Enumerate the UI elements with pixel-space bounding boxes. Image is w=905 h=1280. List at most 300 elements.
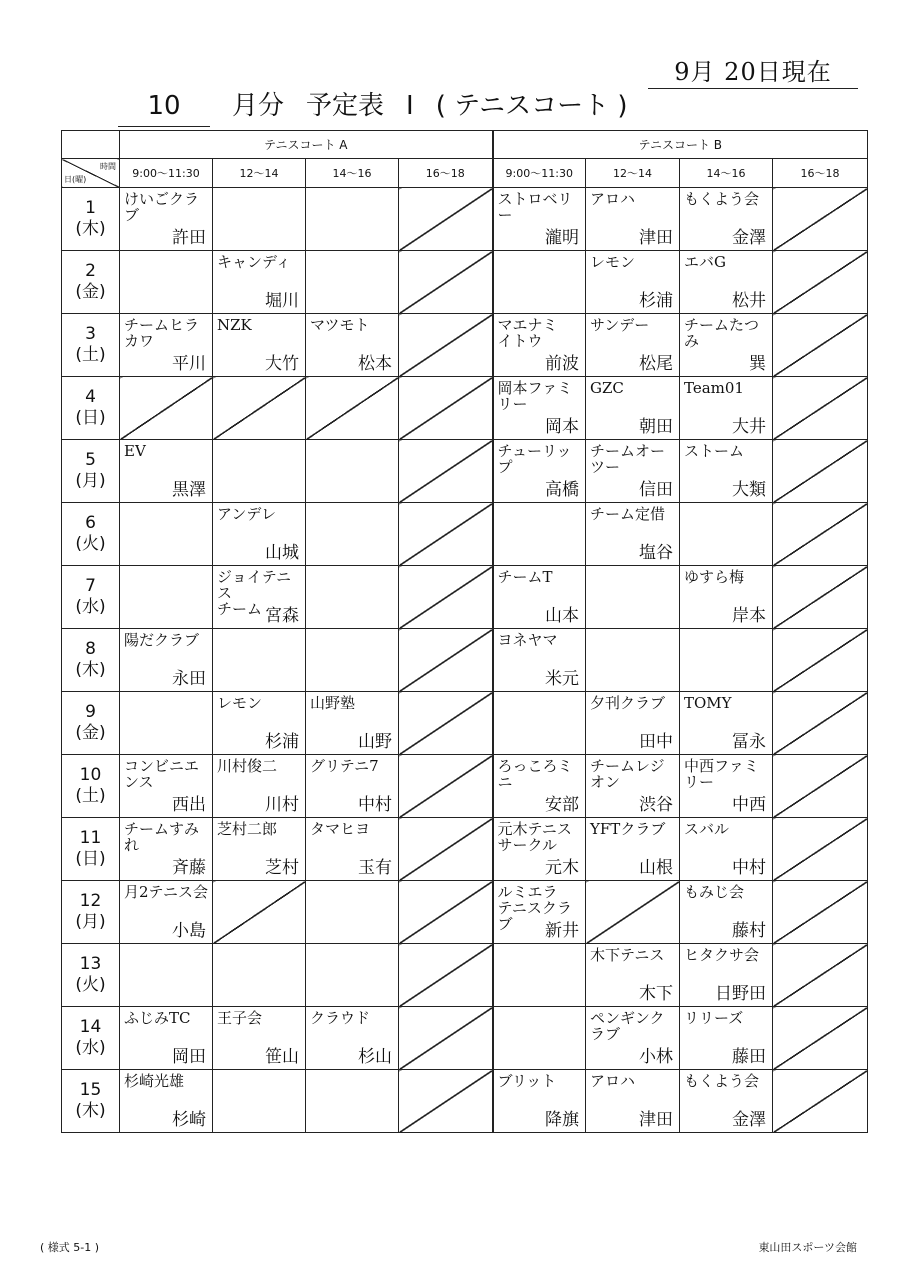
day-number: 1	[85, 198, 96, 218]
booking-slot	[493, 566, 586, 629]
unavailable-slot	[399, 692, 493, 755]
unavailable-slot	[399, 818, 493, 881]
schedule-body	[62, 188, 868, 1133]
weekday: (水)	[75, 597, 106, 617]
representative-name: 杉崎	[172, 1110, 206, 1130]
booking-slot	[586, 944, 680, 1007]
team-name: GZC	[590, 379, 624, 397]
representative-name: 宮森	[265, 606, 299, 626]
unavailable-slot	[773, 692, 868, 755]
facility-name: ( テニスコート )	[435, 91, 628, 121]
booking-slot	[306, 692, 399, 755]
representative-name: 前波	[545, 354, 579, 374]
team-name: YFTクラブ	[590, 820, 666, 838]
day-row	[62, 566, 868, 629]
team-name: Team01	[684, 379, 744, 397]
team-name: タマヒヨ	[310, 820, 371, 838]
schedule-number: Ⅰ	[406, 91, 414, 121]
representative-name: 山野	[358, 732, 392, 752]
time-slot-header: 16～18	[773, 159, 868, 188]
booking-slot	[680, 188, 773, 251]
day-cell	[62, 1070, 120, 1133]
team-name: リリーズ	[684, 1009, 744, 1027]
unavailable-slot	[399, 188, 493, 251]
booking-slot	[680, 944, 773, 1007]
weekday: (木)	[75, 219, 106, 239]
booking-slot	[586, 818, 680, 881]
time-slot-header: 9:00～11:30	[493, 159, 586, 188]
corner-time-label: 時間	[100, 162, 116, 171]
day-cell	[62, 503, 120, 566]
representative-name: 塩谷	[639, 543, 673, 563]
booking-slot	[213, 692, 306, 755]
team-name: ゆすら梅	[684, 568, 745, 586]
booking-slot	[680, 566, 773, 629]
day-cell	[62, 188, 120, 251]
weekday: (金)	[75, 723, 106, 743]
team-name: ストーム	[684, 442, 745, 460]
team-name: 杉崎光雄	[124, 1072, 185, 1090]
booking-slot	[306, 251, 399, 314]
day-number: 15	[79, 1080, 102, 1100]
booking-slot	[213, 188, 306, 251]
booking-slot	[213, 314, 306, 377]
day-cell	[62, 818, 120, 881]
month-number: 10	[118, 86, 210, 127]
representative-name: 堀川	[265, 291, 299, 311]
team-name: 夕刊クラブ	[590, 694, 666, 712]
booking-slot	[680, 881, 773, 944]
day-number: 9	[85, 702, 96, 722]
unavailable-slot	[399, 503, 493, 566]
weekday: (土)	[75, 786, 106, 806]
header-blank	[62, 131, 120, 159]
weekday: (日)	[75, 849, 106, 869]
team-name: ろっころミニ	[497, 757, 573, 791]
unavailable-slot	[399, 881, 493, 944]
booking-slot	[306, 629, 399, 692]
representative-name: 大類	[732, 480, 766, 500]
representative-name: 山根	[639, 858, 673, 878]
booking-slot	[680, 1070, 773, 1133]
unavailable-slot	[399, 566, 493, 629]
day-row	[62, 881, 868, 944]
team-name: 王子会	[217, 1009, 263, 1027]
weekday: (月)	[75, 471, 106, 491]
day-number: 14	[79, 1017, 102, 1037]
booking-slot	[586, 566, 680, 629]
unavailable-slot	[399, 251, 493, 314]
team-name: アロハ	[590, 1072, 636, 1090]
booking-slot	[120, 1007, 213, 1070]
booking-slot	[213, 1070, 306, 1133]
booking-slot	[586, 755, 680, 818]
weekday: (土)	[75, 345, 106, 365]
team-name: ヨネヤマ	[497, 631, 558, 649]
representative-name: 津田	[639, 228, 673, 248]
booking-slot	[306, 1070, 399, 1133]
booking-slot	[680, 629, 773, 692]
booking-slot	[213, 944, 306, 1007]
booking-slot	[213, 503, 306, 566]
team-name: ヒタクサ会	[684, 946, 760, 964]
representative-name: 藤村	[732, 921, 766, 941]
booking-slot	[680, 503, 773, 566]
weekday: (水)	[75, 1038, 106, 1058]
representative-name: 田中	[639, 732, 673, 752]
team-name: チームたつみ	[684, 316, 760, 350]
weekday: (木)	[75, 660, 106, 680]
team-name: クラウド	[310, 1009, 371, 1027]
unavailable-slot	[773, 881, 868, 944]
representative-name: 大井	[732, 417, 766, 437]
booking-slot	[120, 692, 213, 755]
team-name: アンデレ	[217, 505, 277, 523]
booking-slot	[306, 440, 399, 503]
day-row	[62, 440, 868, 503]
unavailable-slot	[586, 881, 680, 944]
page-title	[118, 86, 649, 126]
team-name: チームレジオン	[590, 757, 665, 791]
booking-slot	[493, 188, 586, 251]
booking-slot	[493, 440, 586, 503]
day-cell	[62, 692, 120, 755]
team-name: けいごクラブ	[124, 190, 200, 224]
unavailable-slot	[773, 566, 868, 629]
representative-name: 日野田	[715, 984, 766, 1004]
day-cell	[62, 566, 120, 629]
booking-slot	[493, 692, 586, 755]
representative-name: 斉藤	[172, 858, 206, 878]
day-row	[62, 377, 868, 440]
team-name: スバル	[684, 820, 730, 838]
unavailable-slot	[120, 377, 213, 440]
day-number: 7	[85, 576, 96, 596]
booking-slot	[586, 188, 680, 251]
team-name: チューリップ	[497, 442, 572, 476]
weekday: (火)	[75, 975, 106, 995]
booking-slot	[493, 755, 586, 818]
representative-name: 笹山	[265, 1047, 299, 1067]
team-name: ジョイテニス チーム	[217, 568, 292, 618]
representative-name: 平川	[172, 354, 206, 374]
unavailable-slot	[213, 881, 306, 944]
team-name: NZK	[217, 316, 252, 334]
booking-slot	[213, 251, 306, 314]
team-name: ストロベリー	[497, 190, 573, 224]
booking-slot	[680, 251, 773, 314]
booking-slot	[120, 503, 213, 566]
schedule-table	[61, 130, 868, 1133]
representative-name: 津田	[639, 1110, 673, 1130]
day-cell	[62, 251, 120, 314]
day-row	[62, 251, 868, 314]
day-row	[62, 1070, 868, 1133]
booking-slot	[306, 188, 399, 251]
unavailable-slot	[399, 629, 493, 692]
team-name: グリテニ7	[310, 757, 379, 775]
booking-slot	[120, 818, 213, 881]
team-name: 木下テニス	[590, 946, 665, 964]
booking-slot	[493, 944, 586, 1007]
booking-slot	[586, 1007, 680, 1070]
booking-slot	[586, 503, 680, 566]
time-slot-header: 16～18	[399, 159, 493, 188]
booking-slot	[306, 314, 399, 377]
booking-slot	[586, 1070, 680, 1133]
unavailable-slot	[306, 377, 399, 440]
representative-name: 大竹	[265, 354, 299, 374]
unavailable-slot	[399, 1070, 493, 1133]
unavailable-slot	[399, 755, 493, 818]
unavailable-slot	[399, 314, 493, 377]
unavailable-slot	[773, 818, 868, 881]
representative-name: 金澤	[732, 1110, 766, 1130]
representative-name: 降旗	[545, 1110, 579, 1130]
time-slot-header: 9:00～11:30	[120, 159, 213, 188]
booking-slot	[120, 944, 213, 1007]
day-row	[62, 818, 868, 881]
representative-name: 芝村	[265, 858, 299, 878]
unavailable-slot	[773, 440, 868, 503]
booking-slot	[306, 503, 399, 566]
corner-header	[62, 159, 120, 188]
day-cell	[62, 1007, 120, 1070]
representative-name: 黒澤	[172, 480, 206, 500]
representative-name: 高橋	[545, 480, 579, 500]
team-name: ルミエラ テニスクラブ	[497, 883, 572, 933]
weekday: (日)	[75, 408, 106, 428]
representative-name: 許田	[172, 228, 206, 248]
representative-name: 永田	[172, 669, 206, 689]
time-slot-header: 12～14	[213, 159, 306, 188]
booking-slot	[493, 1070, 586, 1133]
team-name: 芝村二郎	[217, 820, 278, 838]
booking-slot	[306, 944, 399, 1007]
booking-slot	[586, 440, 680, 503]
day-number: 8	[85, 639, 96, 659]
team-name: もくよう会	[684, 1072, 760, 1090]
team-name: レモン	[217, 694, 263, 712]
booking-slot	[213, 629, 306, 692]
schedule-label: 予定表	[306, 91, 385, 121]
representative-name: 川村	[265, 795, 299, 815]
representative-name: 冨永	[732, 732, 766, 752]
booking-slot	[586, 251, 680, 314]
representative-name: 岡田	[172, 1047, 206, 1067]
team-name: 山野塾	[310, 694, 356, 712]
unavailable-slot	[773, 1070, 868, 1133]
booking-slot	[493, 629, 586, 692]
representative-name: 信田	[639, 480, 673, 500]
booking-slot	[213, 755, 306, 818]
representative-name: 巽	[749, 354, 766, 374]
day-row	[62, 314, 868, 377]
booking-slot	[680, 818, 773, 881]
team-name: 川村俊二	[217, 757, 278, 775]
month-suffix: 月分	[232, 91, 285, 121]
representative-name: 松尾	[639, 354, 673, 374]
representative-name: 中村	[732, 858, 766, 878]
day-cell	[62, 881, 120, 944]
booking-slot	[120, 629, 213, 692]
time-slot-header: 12～14	[586, 159, 680, 188]
day-cell	[62, 377, 120, 440]
team-name: ペンギンクラブ	[590, 1009, 665, 1043]
as-of-date: 9月 20日現在	[648, 58, 858, 89]
booking-slot	[680, 314, 773, 377]
representative-name: 岡本	[545, 417, 579, 437]
team-name: 中西ファミリー	[684, 757, 759, 791]
representative-name: 山城	[265, 543, 299, 563]
day-row	[62, 944, 868, 1007]
representative-name: 藤田	[732, 1047, 766, 1067]
representative-name: 中西	[732, 795, 766, 815]
representative-name: 木下	[639, 984, 673, 1004]
weekday: (木)	[75, 1101, 106, 1121]
representative-name: 小林	[639, 1047, 673, 1067]
day-row	[62, 755, 868, 818]
weekday: (月)	[75, 912, 106, 932]
booking-slot	[493, 881, 586, 944]
unavailable-slot	[399, 1007, 493, 1070]
team-name: 岡本ファミリー	[497, 379, 573, 413]
representative-name: 新井	[545, 921, 579, 941]
team-name: TOMY	[684, 694, 732, 712]
booking-slot	[306, 755, 399, 818]
booking-slot	[680, 1007, 773, 1070]
booking-slot	[213, 818, 306, 881]
court-b-header: テニスコート B	[493, 131, 868, 159]
booking-slot	[120, 314, 213, 377]
day-row	[62, 1007, 868, 1070]
time-slot-header: 14～16	[306, 159, 399, 188]
booking-slot	[493, 1007, 586, 1070]
team-name: コンビニエンス	[124, 757, 200, 791]
booking-slot	[493, 314, 586, 377]
day-number: 2	[85, 261, 96, 281]
booking-slot	[493, 818, 586, 881]
representative-name: 杉浦	[639, 291, 673, 311]
representative-name: 米元	[545, 669, 579, 689]
day-number: 10	[79, 765, 102, 785]
team-name: もくよう会	[684, 190, 760, 208]
representative-name: 小島	[172, 921, 206, 941]
unavailable-slot	[773, 755, 868, 818]
booking-slot	[586, 314, 680, 377]
representative-name: 瀧明	[545, 228, 579, 248]
team-name: チームオーツー	[590, 442, 666, 476]
representative-name: 松井	[732, 291, 766, 311]
representative-name: 渋谷	[639, 795, 673, 815]
day-cell	[62, 314, 120, 377]
booking-slot	[493, 503, 586, 566]
team-name: サンデー	[590, 316, 650, 334]
booking-slot	[306, 881, 399, 944]
team-name: レモン	[590, 253, 636, 271]
unavailable-slot	[773, 503, 868, 566]
unavailable-slot	[773, 944, 868, 1007]
day-number: 13	[79, 954, 102, 974]
booking-slot	[680, 440, 773, 503]
booking-slot	[680, 692, 773, 755]
team-name: エバG	[684, 253, 726, 271]
booking-slot	[586, 692, 680, 755]
unavailable-slot	[399, 944, 493, 1007]
booking-slot	[213, 566, 306, 629]
court-a-header: テニスコート A	[120, 131, 493, 159]
representative-name: 杉山	[358, 1047, 392, 1067]
unavailable-slot	[773, 377, 868, 440]
day-row	[62, 503, 868, 566]
booking-slot	[120, 566, 213, 629]
booking-slot	[680, 755, 773, 818]
booking-slot	[586, 629, 680, 692]
unavailable-slot	[773, 314, 868, 377]
unavailable-slot	[399, 377, 493, 440]
team-name: ブリット	[497, 1072, 557, 1090]
day-row	[62, 692, 868, 755]
team-name: チーム定借	[590, 505, 666, 523]
team-name: 元木テニス サークル	[497, 820, 572, 854]
representative-name: 玉有	[358, 858, 392, 878]
day-number: 3	[85, 324, 96, 344]
corner-day-label: 日(曜)	[64, 175, 87, 184]
unavailable-slot	[399, 440, 493, 503]
weekday: (金)	[75, 282, 106, 302]
form-number: ( 様式 5-1 )	[40, 1241, 100, 1254]
booking-slot	[306, 1007, 399, 1070]
booking-slot	[120, 755, 213, 818]
day-row	[62, 188, 868, 251]
representative-name: 中村	[358, 795, 392, 815]
booking-slot	[120, 251, 213, 314]
organization-name: 東山田スポーツ会館	[758, 1241, 857, 1254]
team-name: チームヒラカワ	[124, 316, 200, 350]
day-number: 12	[79, 891, 102, 911]
booking-slot	[680, 377, 773, 440]
booking-slot	[306, 818, 399, 881]
representative-name: 元木	[545, 858, 579, 878]
team-name: チームすみれ	[124, 820, 200, 854]
booking-slot	[493, 251, 586, 314]
day-cell	[62, 944, 120, 1007]
booking-slot	[586, 377, 680, 440]
day-number: 6	[85, 513, 96, 533]
team-name: 月2テニス会	[124, 883, 208, 901]
representative-name: 安部	[545, 795, 579, 815]
team-name: アロハ	[590, 190, 636, 208]
booking-slot	[493, 377, 586, 440]
booking-slot	[120, 1070, 213, 1133]
day-cell	[62, 440, 120, 503]
day-number: 11	[79, 828, 102, 848]
team-name: ふじみTC	[124, 1009, 191, 1027]
team-name: キャンディ	[217, 253, 291, 271]
representative-name: 松本	[358, 354, 392, 374]
unavailable-slot	[773, 629, 868, 692]
booking-slot	[306, 566, 399, 629]
booking-slot	[213, 1007, 306, 1070]
team-name: 陽だクラブ	[124, 631, 200, 649]
representative-name: 西出	[172, 795, 206, 815]
day-cell	[62, 755, 120, 818]
booking-slot	[213, 440, 306, 503]
day-row	[62, 629, 868, 692]
unavailable-slot	[773, 188, 868, 251]
unavailable-slot	[213, 377, 306, 440]
representative-name: 金澤	[732, 228, 766, 248]
